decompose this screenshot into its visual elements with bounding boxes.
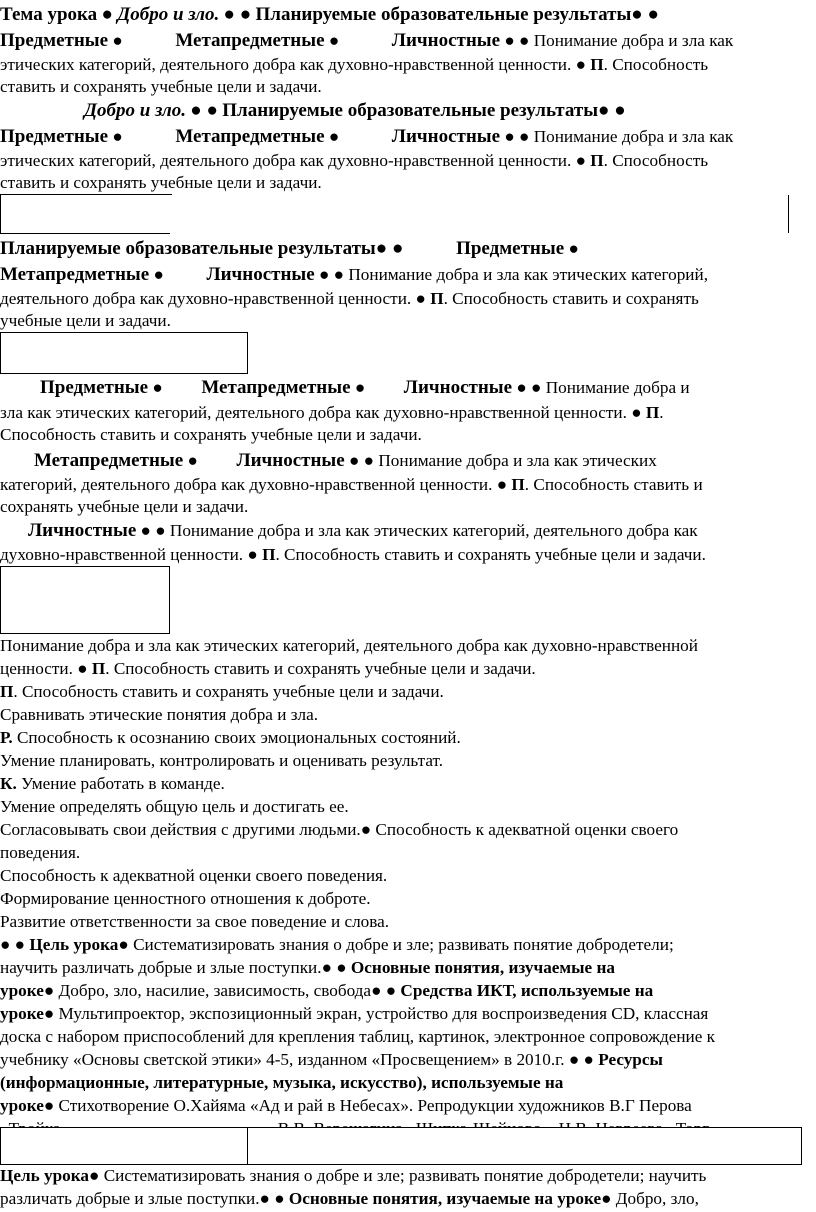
text: . Способность ставить и сохранять учебные цели и задачи.	[13, 682, 444, 701]
bullet: ● ●	[504, 31, 530, 50]
label-resources: уроке	[0, 1096, 44, 1115]
label-ict: уроке	[0, 1004, 44, 1023]
letter-k: К.	[0, 774, 17, 793]
doc-line	[0, 424, 816, 446]
bullet: ●	[43, 1004, 55, 1023]
doc-line: этических категорий, деятельного добра как духовно-нравственной ценности. ● П. Способность	[0, 55, 709, 74]
doc-line	[0, 934, 816, 956]
text: научить различать добрые и злые поступки.	[0, 958, 322, 977]
text: Мультипроектор, экспозиционный экран, устройство для воспроизведения CD, классная	[58, 1004, 709, 1023]
text: Добро, зло,	[615, 1189, 699, 1208]
doc-line	[0, 450, 816, 472]
table-cell	[0, 1127, 248, 1165]
bullet: ● ●	[371, 981, 397, 1000]
letter-r: Р.	[0, 728, 13, 747]
empty-cell	[0, 332, 248, 374]
bullet: ● ●	[223, 4, 252, 25]
text: Формирование ценностного отношения к доброте.	[0, 889, 371, 908]
text: Добро, зло, насилие, зависимость, свобода	[58, 981, 372, 1000]
doc-line	[0, 635, 816, 657]
letter-p: П	[91, 659, 106, 678]
doc-line	[0, 172, 816, 194]
text: Понимание добра и зла как этических	[378, 451, 657, 470]
text: учебнику «Основы светской этики» 4-5, изданном «Просвещением» в 2010.г.	[0, 1050, 565, 1069]
doc-line	[0, 496, 816, 518]
doc-line	[0, 544, 816, 566]
doc-line	[0, 126, 816, 148]
bullet: ● ●	[504, 127, 530, 146]
doc-line	[0, 681, 816, 703]
label-subject: Предметные	[0, 126, 109, 147]
label-metasubject: Метапредметные	[175, 126, 325, 147]
doc-line	[0, 377, 816, 399]
bullet: ●	[118, 935, 129, 954]
doc-line	[0, 911, 816, 933]
text: Понимание добра и зла как этических категорий, деятельного добра как	[169, 521, 698, 540]
letter-p: П	[0, 682, 14, 701]
text: этических категорий, деятельного добра как духовно-нравственной ценности.	[0, 151, 572, 170]
doc-line: Согласовывать свои действия с другими людьми.● Способность к адекватной оценки своего	[0, 820, 679, 839]
text: различать добрые и злые поступки.	[0, 1189, 260, 1208]
label-metasubject: Метапредметные	[175, 30, 325, 51]
bullet: ● ●	[516, 378, 542, 397]
doc-line	[0, 4, 816, 26]
label-subject: Предметные	[456, 238, 565, 259]
label-subject: Предметные	[40, 377, 149, 398]
text: духовно-нравственной ценности.	[0, 545, 244, 564]
doc-line	[0, 1095, 816, 1117]
label-resources: (информационные, литературные, музыка, искусство), используемые на	[0, 1073, 564, 1092]
bullet: ● ●	[190, 100, 218, 121]
doc-line: поведения.	[0, 843, 81, 862]
letter-p: П	[262, 545, 276, 564]
doc-line: этических категорий, деятельного добра как духовно-нравственной ценности. ● П. Способность	[0, 151, 709, 170]
bullet: ● ●	[375, 238, 404, 259]
bullet: ●	[89, 1166, 100, 1185]
text: Способность к осознанию своих эмоциональных состояний.	[12, 728, 461, 747]
label-metasubject: Метапредметные	[0, 264, 150, 285]
text: зла как этических категорий, деятельного добра как духовно-нравственной ценности.	[0, 403, 627, 422]
box-edge	[0, 233, 170, 234]
doc-line	[0, 773, 816, 795]
doc-line	[0, 1072, 816, 1094]
bullet: ●	[575, 55, 586, 74]
label-personal: Личностные	[236, 450, 345, 471]
doc-line	[0, 1049, 816, 1071]
bullet: ●	[247, 545, 258, 564]
label-concepts: уроке	[0, 981, 44, 1000]
text: Умение работать в команде.	[16, 774, 225, 793]
label-goal: Цель урока	[0, 1166, 90, 1185]
box-edge	[788, 195, 789, 233]
table-cell	[247, 1127, 802, 1165]
bullet: ●	[153, 265, 164, 284]
bullet: ● ●	[598, 100, 626, 121]
letter-p: П	[590, 55, 604, 74]
bullet: ● ●	[568, 1050, 594, 1069]
text: Систематизировать знания о добре и зле; развивать понятие добродетели;	[133, 935, 674, 954]
bullet: ●	[631, 403, 642, 422]
doc-line	[0, 658, 816, 680]
bullet: ●	[575, 151, 586, 170]
label-metasubject: Метапредметные	[34, 450, 184, 471]
text: деятельного добра как духовно-нравственной ценности.	[0, 289, 412, 308]
text: Способность ставить и сохранять учебные цели и задачи.	[0, 425, 422, 444]
text: Понимание добра и	[545, 378, 690, 397]
label-ict: Средства ИКТ, используемые на	[400, 981, 654, 1000]
bullet: ● ●	[319, 265, 345, 284]
text: Понимание добра и зла как этических категорий, деятельного добра как духовно-нравственной	[0, 636, 698, 655]
text: Умение планировать, контролировать и оценивать результат.	[0, 751, 444, 770]
letter-p: П	[511, 475, 525, 494]
bullet: ●	[354, 378, 366, 397]
bullet: ● ●	[349, 451, 375, 470]
bullet: ●	[112, 31, 123, 50]
text: категорий, деятельного добра как духовно-нравственной ценности.	[0, 475, 493, 494]
text: ставить и сохранять учебные цели и задачи.	[0, 77, 322, 96]
doc-line	[0, 1003, 816, 1025]
lesson-topic: Добро и зло.	[84, 100, 186, 121]
text: Способность к адекватной оценки своего поведения.	[0, 866, 388, 885]
letter-p: П	[430, 289, 444, 308]
doc-line: зла как этических категорий, деятельного добра как духовно-нравственной ценности. ● П.	[0, 403, 664, 422]
bullet: ● ●	[140, 521, 166, 540]
text: ценности.	[0, 659, 73, 678]
label-resources: Ресурсы	[598, 1050, 663, 1069]
text: Систематизировать знания о добре и зле; развивать понятие добродетели; научить	[103, 1166, 707, 1185]
text: Развитие ответственности за свое поведение и слова.	[0, 912, 390, 931]
bullet: ●	[360, 820, 372, 839]
bullet: ● ●	[259, 1189, 285, 1208]
doc-line	[0, 750, 816, 772]
bullet: ●	[43, 1096, 55, 1115]
bullet: ●	[415, 289, 426, 308]
bullet: ●	[328, 31, 340, 50]
lesson-topic: Добро и зло.	[117, 4, 220, 25]
text: Понимание добра и зла как этических категорий,	[348, 265, 708, 284]
label-personal: Личностные	[403, 377, 513, 398]
bullet: ● ●	[0, 935, 26, 954]
doc-line	[0, 238, 816, 260]
letter-p: П	[645, 403, 660, 422]
doc-line	[0, 474, 816, 496]
doc-line	[0, 1026, 816, 1048]
text: . Способность ставить и сохранять учебные цели и задачи.	[105, 659, 536, 678]
heading-results: Планируемые образовательные результаты	[255, 4, 632, 25]
bullet: ●	[77, 659, 88, 678]
text: Сравнивать этические понятия добра и зла.	[0, 705, 319, 724]
text: Понимание добра и зла как	[533, 31, 734, 50]
text: . Способность ставить и сохранять учебные цели и задачи.	[275, 545, 706, 564]
bullet: ●	[328, 127, 340, 146]
bullet: ●	[43, 981, 55, 1000]
text: доска с набором приспособлений для крепления таблиц, картинок, электронное сопровождение к	[0, 1027, 715, 1046]
label-personal: Личностные	[391, 30, 501, 51]
bullet: ●	[152, 378, 163, 397]
bullet: ●	[101, 4, 113, 25]
bullet: ●	[601, 1189, 612, 1208]
doc-line	[0, 980, 816, 1002]
doc-line	[0, 30, 816, 52]
heading-results: Планируемые образовательные результаты	[222, 100, 599, 121]
bullet: ●	[187, 451, 198, 470]
letter-p: П	[590, 151, 604, 170]
bullet: ●	[568, 239, 579, 258]
doc-line	[0, 1165, 816, 1187]
doc-line	[0, 520, 816, 542]
doc-line	[0, 704, 816, 726]
text: Согласовывать свои действия с другими людьми.	[0, 820, 361, 839]
doc-line	[0, 100, 816, 122]
lesson-label: Тема урока	[0, 4, 98, 25]
bullet: ● ●	[631, 4, 659, 25]
underline-rule	[0, 194, 172, 195]
doc-line	[0, 888, 816, 910]
text: этических категорий, деятельного добра как духовно-нравственной ценности.	[0, 55, 572, 74]
doc-line	[0, 76, 816, 98]
bullet: ●	[112, 127, 123, 146]
text: ставить и сохранять учебные цели и задачи.	[0, 173, 322, 192]
doc-line: деятельного добра как духовно-нравственной ценности. ● П. Способность ставить и сохранять	[0, 289, 699, 308]
heading-results: Планируемые образовательные результаты	[0, 238, 376, 259]
text: учебные цели и задачи.	[0, 311, 171, 330]
box-edge	[0, 195, 1, 233]
label-concepts: Основные понятия, изучаемые на уроке	[288, 1189, 602, 1208]
text: сохранять учебные цели и задачи.	[0, 497, 249, 516]
label-personal: Личностные	[28, 520, 137, 541]
label-concepts: Основные понятия, изучаемые на	[350, 958, 615, 977]
bullet: ● ●	[321, 958, 347, 977]
label-subject: Предметные	[0, 30, 109, 51]
text: Стихотворение О.Хайяма «Ад и рай в Небесах». Репродукции художников В.Г Перова	[58, 1096, 692, 1115]
doc-line	[0, 264, 816, 286]
label-personal: Личностные	[206, 264, 315, 285]
doc-line	[0, 727, 816, 749]
doc-line	[0, 865, 816, 887]
label-personal: Личностные	[391, 126, 501, 147]
text: . Способность ставить и	[524, 475, 703, 494]
label-metasubject: Метапредметные	[201, 377, 351, 398]
doc-line	[0, 1188, 816, 1210]
doc-line	[0, 957, 816, 979]
label-goal: Цель урока	[29, 935, 119, 954]
text: Умение определять общую цель и достигать ее.	[0, 797, 349, 816]
doc-line	[0, 796, 816, 818]
empty-cell	[0, 566, 170, 634]
bullet: ●	[496, 475, 508, 494]
doc-line	[0, 310, 816, 332]
text: Понимание добра и зла как	[533, 127, 734, 146]
